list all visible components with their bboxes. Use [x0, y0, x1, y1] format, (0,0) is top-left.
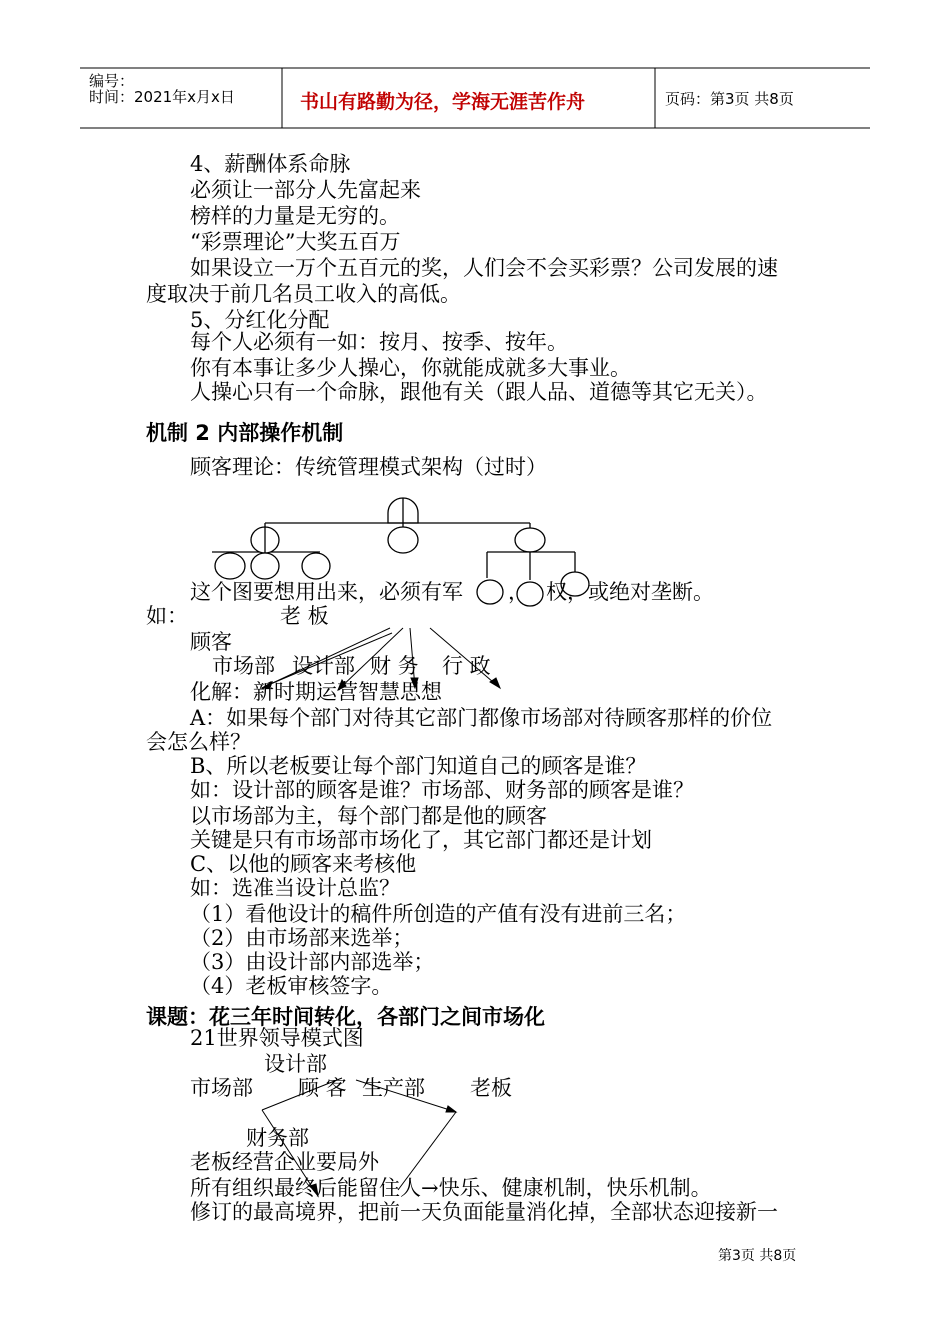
- text-line: （4）老板审核签字。: [190, 974, 393, 998]
- text-line: 21世界领导模式图: [190, 1026, 364, 1050]
- text-line: 会怎么样？: [146, 730, 251, 754]
- text-line: A：如果每个部门对待其它部门都像市场部对待顾客那样的价位: [190, 706, 773, 730]
- section-heading: 课题：花三年时间转化，各部门之间市场化: [146, 1005, 545, 1029]
- text-line: 关键是只有市场部市场化了，其它部门都还是计划: [190, 828, 652, 852]
- text-line: B、所以老板要让每个部门知道自己的顾客是谁？: [190, 754, 647, 778]
- text-line: （3）由设计部内部选举；: [190, 950, 435, 974]
- dept-label: 顾 客: [298, 1076, 347, 1100]
- text-line: 人操心只有一个命脉，跟他有关（跟人品、道德等其它无关）。: [190, 380, 768, 404]
- dept-label: 设计部: [264, 1052, 327, 1076]
- text-line: 榜样的力量是无穷的。: [190, 204, 400, 228]
- dept-label: 市场部: [212, 654, 275, 678]
- dept-label: 市场部: [190, 1076, 253, 1100]
- text-line: 化解：新时期运营智慧思想: [190, 680, 442, 704]
- header-date: 时间：2021年x月x日: [89, 88, 235, 106]
- boss-label: 老 板: [280, 604, 329, 628]
- text-line: 你有本事让多少人操心，你就能成就多大事业。: [190, 356, 631, 380]
- dept-label: 行 政: [442, 654, 491, 678]
- text-line: 修订的最高境界，把前一天负面能量消化掉，全部状态迎接新一: [190, 1200, 778, 1224]
- text-line: 如果设立一万个五百元的奖，人们会不会买彩票？公司发展的速: [190, 256, 778, 280]
- text-line: 度取决于前几名员工收入的高低。: [146, 282, 461, 306]
- dept-label: 老板: [470, 1076, 512, 1100]
- text-line: 5、分红化分配: [190, 308, 330, 332]
- text-line: 这个图要想用出来，必须有军: [190, 580, 463, 604]
- text-line: 每个人必须有一如：按月、按季、按年。: [190, 330, 568, 354]
- text-line: 老板经营企业要局外: [190, 1150, 379, 1174]
- text-line: 顾客: [190, 630, 232, 654]
- header-page: 页码：第3页 共8页: [665, 90, 794, 108]
- text-line: “彩票理论”大奖五百万: [190, 230, 401, 254]
- dept-label: 财 务: [370, 654, 419, 678]
- header-number: 编号：: [89, 72, 135, 90]
- text-line: 4、薪酬体系命脉: [190, 152, 351, 176]
- text-line: 以市场部为主，每个部门都是他的顾客: [190, 804, 547, 828]
- text-line: 顾客理论：传统管理模式架构（过时）: [190, 455, 547, 479]
- text-line: 所有组织最终后能留住人→快乐、健康机制，快乐机制。: [190, 1176, 712, 1200]
- text-line: 如：设计部的顾客是谁？市场部、财务部的顾客是谁？: [190, 778, 694, 802]
- text-line: C、以他的顾客来考核他: [190, 852, 417, 876]
- text-line: 如：: [146, 604, 188, 628]
- header-motto: 书山有路勤为径，学海无涯苦作舟: [300, 91, 586, 113]
- text-line: 如：选准当设计总监？: [190, 876, 400, 900]
- dept-label: 生产部: [362, 1076, 425, 1100]
- dept-label: 财务部: [246, 1126, 309, 1150]
- text-line: ，: [508, 580, 529, 604]
- section-heading: 机制 2 内部操作机制: [146, 421, 344, 445]
- text-line: 权，或绝对垄断。: [546, 580, 714, 604]
- text-line: （1）看他设计的稿件所创造的产值有没有进前三名；: [190, 902, 687, 926]
- text-line: 必须让一部分人先富起来: [190, 178, 421, 202]
- text-line: （2）由市场部来选举；: [190, 926, 414, 950]
- dept-label: 设计部: [292, 654, 355, 678]
- footer-page: 第3页 共8页: [718, 1248, 797, 1264]
